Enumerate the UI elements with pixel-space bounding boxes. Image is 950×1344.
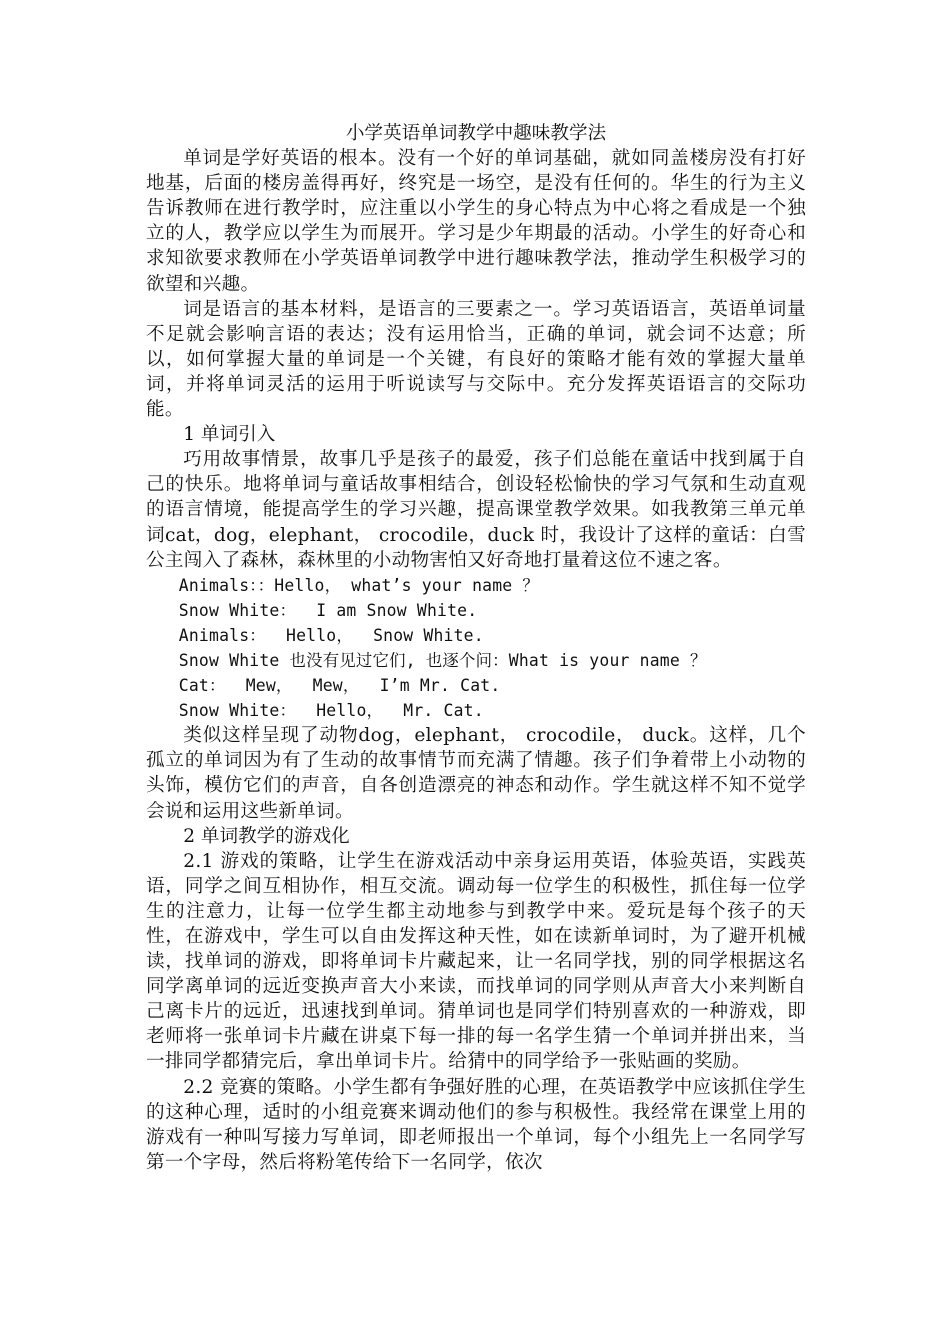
section-heading-word-introduction: 1 单词引入	[183, 424, 276, 446]
dialogue-line: Animals：：Hello， what’s your name ？	[178, 575, 539, 595]
dialogue-line: Snow White 也没有见过它们, 也逐个问：What is your name ？	[178, 650, 707, 670]
dialogue-line: Snow White： I am Snow White.	[178, 600, 478, 620]
section-heading-games: 2 单词教学的游戏化	[183, 825, 350, 847]
dialogue-line: Animals： Hello， Snow White.	[178, 625, 484, 645]
vocabulary-paragraph: 词是语言的基本材料，是语言的三要素之一。学习英语语言，英语单词量不足就会影响言语的表达；没有运用恰当，正确的单词，就会词不达意；所以，如何掌握大量的单词是一个关键，有良好的策略才能有效的掌握大量单词，并将单词灵活的运用于听说读写与交际中。充分发挥英语语言的交际功能。	[146, 298, 806, 421]
story-result-paragraph: 类似这样呈现了动物dog，elephant， crocodile， duck。这样，几个孤立的单词因为有了生动的故事情节而充满了情趣。孩子们争着带上小动物的头饰，模仿它们的声音，自各创造漂亮的神态和动作。学生就这样不知不觉学会说和运用这些新单词。	[146, 725, 806, 822]
dialogue-line: Snow White： Hello， Mr. Cat.	[178, 701, 484, 721]
competition-strategy-paragraph: 2.2 竞赛的策略。小学生都有争强好胜的心理，在英语教学中应该抓住学生的这种心理，适时的小组竞赛来调动他们的参与积极性。我经常在课堂上用的游戏有一种叫写接力写单词，即老师报出一个单词，每个小组先上一名同学写第一个字母，然后将粉笔传给下一名同学，依次	[146, 1076, 806, 1173]
intro-paragraph: 单词是学好英语的根本。没有一个好的单词基础，就如同盖楼房没有打好地基，后面的楼房盖得再好，终究是一场空，是没有任何的。华生的行为主义告诉教师在进行教学时，应注重以小学生的身心特点为中心将之看成是一个独立的人，教学应以学生为而展开。学习是少年期最的活动。小学生的好奇心和求知欲要求教师在小学英语单词教学中进行趣味教学法，推动学生积极学习的欲望和兴趣。	[146, 148, 806, 295]
document-page	[146, 121, 806, 1175]
dialogue-line: Cat： Mew， Mew， I’m Mr. Cat.	[178, 676, 501, 696]
document-title: 小学英语单词教学中趣味教学法	[345, 123, 607, 144]
game-strategy-paragraph: 2.1 游戏的策略，让学生在游戏活动中亲身运用英语，体验英语，实践英语，同学之间互相协作，相互交流。调动每一位学生的积极性，抓住每一位学生的注意力，让每一位学生都主动地参与到教学中来。爱玩是每个孩子的天性，在游戏中，学生可以自由发挥这种天性，如在读新单词时，为了避开机械读，找单词的游戏，即将单词卡片藏起来，让一名同学找，别的同学根据这名同学离单词的远近变换声音大小来读，而找单词的同学则从声音大小来判断自己离卡片的远近，迅速找到单词。猜单词也是同学们特别喜欢的一种游戏，即老师将一张单词卡片藏在讲桌下每一排的每一名学生猜一个单词并拼出来，当一排同学都猜完后，拿出单词卡片。给猜中的同学给予一张贴画的奖励。	[146, 850, 806, 1073]
story-context-paragraph: 巧用故事情景，故事几乎是孩子的最爱，孩子们总能在童话中找到属于自己的快乐。地将单词与童话故事相结合，创设轻松愉快的学习气氛和生动直观的语言情境，能提高学生的学习兴趣，提高课堂教学效果。如我教第三单元单词cat，dog，elephant， crocodile，duck 时，我设计了这样的童话：白雪公主闯入了森林，森林里的小动物害怕又好奇地打量着这位不速之客。	[146, 449, 806, 571]
